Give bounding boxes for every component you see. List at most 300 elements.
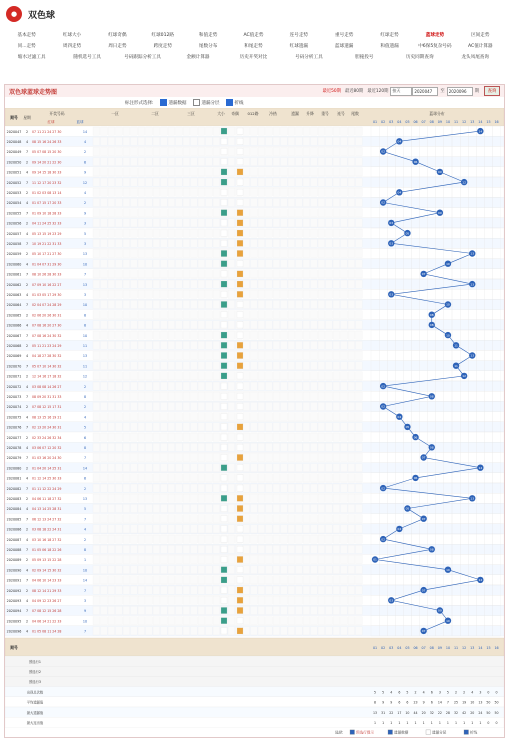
option-missing-data[interactable]	[160, 99, 187, 106]
weekday-cell: 2	[25, 344, 29, 348]
missing-cell	[251, 362, 258, 370]
missing-cell	[326, 229, 333, 237]
nav-menu	[0, 28, 507, 63]
missing-cell	[326, 168, 333, 176]
missing-cell	[258, 525, 265, 533]
size-indicator	[221, 342, 227, 348]
missing-cell	[138, 525, 145, 533]
missing-cell	[108, 239, 115, 247]
missing-cell	[356, 413, 363, 421]
missing-cell	[273, 617, 280, 625]
missing-cell	[176, 545, 183, 553]
missing-cell	[161, 576, 168, 584]
missing-cell	[123, 229, 130, 237]
weekday-cell: 4	[25, 629, 29, 634]
red-numbers-cell: 04 11 24 25 32 33	[32, 221, 62, 226]
missing-cell	[341, 453, 348, 461]
size-indicator	[221, 577, 227, 583]
nav-item[interactable]: 跨度走势	[153, 44, 172, 49]
missing-cell	[123, 484, 130, 492]
missing-cell	[273, 209, 280, 217]
weekday-cell: 4	[25, 446, 29, 450]
missing-cell	[153, 617, 160, 625]
missing-cell	[183, 219, 190, 227]
missing-cell	[243, 127, 250, 135]
missing-cell	[243, 260, 250, 268]
missing-cell	[303, 382, 310, 390]
stats-value: 8	[374, 700, 377, 705]
missing-cell	[168, 311, 175, 319]
footer-blue-number: 16	[494, 646, 499, 650]
missing-cell	[273, 596, 280, 604]
missing-cell	[131, 627, 138, 635]
red-numbers-cell: 01 05 08 11 24 28	[32, 629, 62, 634]
missing-cell	[311, 331, 318, 339]
missing-cell	[348, 260, 355, 268]
missing-cell	[326, 372, 333, 380]
nav-item[interactable]: 龙头凤尾查询	[461, 55, 489, 60]
missing-cell	[213, 596, 220, 604]
missing-cell	[251, 290, 258, 298]
missing-cell	[311, 239, 318, 247]
nav-item[interactable]: 红球大小	[62, 33, 82, 38]
missing-cell	[318, 249, 325, 257]
missing-cell	[251, 453, 258, 461]
missing-cell	[356, 188, 363, 196]
missing-cell	[311, 464, 318, 472]
missing-cell	[108, 484, 115, 492]
missing-cell	[131, 198, 138, 206]
blue-ball-label: 08	[429, 394, 434, 399]
missing-cell	[326, 525, 333, 533]
missing-cell	[348, 290, 355, 298]
missing-cell	[281, 382, 288, 390]
missing-cell	[213, 270, 220, 278]
missing-cell	[146, 423, 153, 431]
missing-cell	[303, 188, 310, 196]
missing-cell	[101, 515, 108, 523]
nav-item[interactable]: 中6保5复杂号码	[418, 44, 452, 49]
missing-cell	[326, 535, 333, 543]
size-indicator	[221, 281, 227, 287]
nav-item[interactable]: 和值遗漏	[380, 44, 399, 49]
nav-item[interactable]: 金额计算器	[186, 55, 210, 60]
missing-cell	[303, 137, 310, 145]
nav-item[interactable]: 和尾走势	[244, 44, 263, 49]
lottery-logo-icon: ●	[6, 6, 22, 22]
missing-cell	[191, 351, 198, 359]
missing-cell	[123, 147, 130, 155]
missing-cell	[161, 566, 168, 574]
missing-cell	[131, 341, 138, 349]
missing-cell	[131, 300, 138, 308]
missing-cell	[191, 423, 198, 431]
header-blue-number: 09	[437, 120, 442, 124]
option-missing-layer[interactable]	[193, 99, 220, 106]
stats-value: 1	[422, 721, 425, 725]
missing-cell	[116, 311, 123, 319]
parity-indicator	[237, 454, 243, 460]
missing-cell	[206, 566, 213, 574]
missing-cell	[281, 504, 288, 512]
missing-cell	[281, 423, 288, 431]
nav-item[interactable]: 周日走势	[108, 44, 127, 49]
missing-cell	[153, 535, 160, 543]
missing-cell	[168, 270, 175, 278]
missing-cell	[326, 362, 333, 370]
missing-cell	[168, 494, 175, 502]
missing-cell	[183, 311, 190, 319]
missing-cell	[93, 596, 100, 604]
footer-blue-number: 04	[397, 646, 402, 650]
size-indicator	[221, 505, 227, 511]
nav-item[interactable]: 胆拖投号	[355, 55, 374, 60]
blue-ball-label: 10	[446, 302, 450, 307]
red-numbers-cell: 03 08 18 22 24 31	[32, 527, 62, 532]
missing-cell	[176, 311, 183, 319]
blue-ball-label: 05	[405, 506, 410, 511]
missing-cell	[356, 219, 363, 227]
red-numbers-cell: 01 11 12 22 24 29	[32, 486, 62, 491]
nav-item[interactable]: 蓝球走势	[425, 33, 445, 38]
nav-item[interactable]: AC值走势	[243, 33, 264, 38]
missing-cell	[281, 525, 288, 533]
missing-cell	[318, 453, 325, 461]
missing-cell	[296, 127, 303, 135]
missing-cell	[341, 464, 348, 472]
missing-cell	[266, 321, 273, 329]
missing-cell	[356, 535, 363, 543]
missing-cell	[288, 209, 295, 217]
missing-cell	[333, 382, 340, 390]
missing-cell	[101, 372, 108, 380]
missing-cell	[183, 331, 190, 339]
blue-ball-label: 14	[478, 465, 483, 470]
missing-cell	[281, 413, 288, 421]
nav-item[interactable]: 红球走势	[380, 33, 399, 38]
missing-cell	[108, 209, 115, 217]
nav-item[interactable]: 历史同期查询	[405, 55, 434, 60]
nav-item[interactable]: 缩水过滤工具	[17, 55, 46, 60]
missing-cell	[168, 515, 175, 523]
missing-cell	[341, 362, 348, 370]
issue-cell: 2020049	[6, 150, 22, 155]
missing-cell	[326, 158, 333, 166]
from-issue-input[interactable]: 2020047	[412, 87, 438, 96]
missing-cell	[183, 586, 190, 594]
nav-item[interactable]: 号码分析工具	[295, 55, 323, 60]
footer-blue-number: 06	[413, 646, 418, 650]
nav-row	[4, 41, 503, 52]
missing-cell	[341, 341, 348, 349]
nav-item[interactable]: 红球奇偶	[108, 33, 127, 38]
nav-item[interactable]: AC值计算器	[467, 44, 493, 49]
missing-cell	[273, 586, 280, 594]
nav-item[interactable]: 区间走势	[471, 33, 490, 38]
nav-item[interactable]: 和值走势	[198, 33, 218, 38]
missing-cell	[243, 423, 250, 431]
missing-cell	[93, 372, 100, 380]
missing-cell	[123, 576, 130, 584]
missing-cell	[93, 402, 100, 410]
nav-item[interactable]: 连号走势	[289, 33, 309, 38]
missing-cell	[138, 270, 145, 278]
missing-cell	[131, 239, 138, 247]
missing-cell	[288, 249, 295, 257]
missing-cell	[131, 147, 138, 155]
missing-cell	[251, 127, 258, 135]
missing-cell	[138, 158, 145, 166]
missing-cell	[116, 545, 123, 553]
missing-cell	[168, 290, 175, 298]
missing-cell	[146, 464, 153, 472]
nav-item[interactable]: 号码跟踪分析工具	[124, 55, 161, 60]
missing-cell	[131, 249, 138, 257]
missing-cell	[281, 209, 288, 217]
missing-cell	[176, 494, 183, 502]
nav-item[interactable]: 基本走势	[17, 33, 36, 38]
red-numbers-cell: 05 10 17 21 27 30	[32, 252, 62, 257]
red-numbers-cell: 03 10 16 18 27 32	[32, 537, 62, 542]
missing-cell	[311, 280, 318, 288]
missing-cell	[341, 178, 348, 186]
missing-cell	[206, 127, 213, 135]
stats-value: 6	[406, 700, 409, 705]
header-group: 冷热	[269, 111, 277, 116]
missing-cell	[333, 555, 340, 563]
missing-cell	[296, 372, 303, 380]
header-blue-number: 01	[372, 120, 378, 124]
missing-cell	[228, 453, 235, 461]
issue-cell: 2020047	[6, 129, 22, 134]
missing-cell	[153, 362, 160, 370]
missing-cell	[146, 219, 153, 227]
missing-cell	[168, 576, 175, 584]
missing-cell	[153, 229, 160, 237]
missing-cell	[311, 249, 318, 257]
issue-cell: 2020087	[6, 537, 22, 542]
missing-cell	[326, 280, 333, 288]
missing-cell	[206, 617, 213, 625]
missing-cell	[123, 606, 130, 614]
missing-cell	[213, 453, 220, 461]
range-select[interactable]	[390, 87, 412, 96]
missing-cell	[138, 229, 145, 237]
missing-cell	[183, 290, 190, 298]
missing-cell	[93, 606, 100, 614]
weekday-cell: 4	[25, 201, 29, 206]
missing-cell	[138, 566, 145, 574]
size-indicator	[221, 567, 227, 573]
stats-value: 9	[382, 700, 385, 705]
blue-number-cell: 12	[82, 180, 88, 185]
missing-cell	[258, 474, 265, 482]
nav-item[interactable]: 红球遗漏	[289, 44, 309, 49]
missing-cell	[183, 494, 190, 502]
missing-cell	[288, 178, 295, 186]
missing-cell	[138, 576, 145, 584]
header-blue-number: 02	[381, 120, 386, 124]
missing-cell	[116, 158, 123, 166]
missing-cell	[318, 606, 325, 614]
missing-cell	[296, 453, 303, 461]
missing-cell	[198, 525, 205, 533]
missing-cell	[318, 617, 325, 625]
missing-cell	[191, 504, 198, 512]
missing-cell	[183, 158, 190, 166]
missing-cell	[183, 351, 190, 359]
missing-cell	[318, 351, 325, 359]
checkbox-icon[interactable]	[226, 99, 233, 106]
missing-cell	[146, 606, 153, 614]
header-group: 二区	[151, 111, 159, 116]
missing-cell	[311, 545, 318, 553]
blue-ball-label: 10	[446, 261, 450, 266]
missing-cell	[93, 300, 100, 308]
missing-cell	[318, 137, 325, 145]
missing-cell	[116, 127, 123, 135]
nav-item[interactable]: 尾数分布	[198, 44, 218, 49]
missing-cell	[341, 372, 348, 380]
options-label: 标注形式选择:	[125, 100, 154, 106]
missing-cell	[258, 515, 265, 523]
missing-cell	[296, 331, 303, 339]
missing-cell	[123, 443, 130, 451]
missing-cell	[168, 188, 175, 196]
missing-cell	[341, 392, 348, 400]
missing-cell	[296, 219, 303, 227]
nav-item[interactable]: 历史开奖对比	[239, 55, 268, 60]
missing-cell	[318, 443, 325, 451]
recent-80-link[interactable]: 最近80期	[344, 89, 364, 94]
missing-cell	[108, 413, 115, 421]
parity-indicator	[237, 220, 243, 226]
missing-cell	[311, 423, 318, 431]
header-blue-number: 14	[478, 120, 483, 124]
missing-cell	[228, 392, 235, 400]
missing-cell	[198, 474, 205, 482]
nav-item[interactable]: 红球012路	[151, 33, 175, 38]
weekday-cell: 4	[25, 537, 29, 542]
missing-cell	[288, 300, 295, 308]
missing-cell	[176, 290, 183, 298]
range-select-value: 按天	[392, 88, 401, 93]
missing-cell	[198, 260, 205, 268]
issue-cell: 2020051	[6, 170, 22, 175]
header-group: 奇偶	[231, 111, 239, 116]
missing-cell	[138, 453, 145, 461]
blue-number-cell: 2	[83, 486, 87, 491]
missing-cell	[311, 311, 318, 319]
query-button[interactable]: 查询	[484, 86, 500, 96]
missing-cell	[266, 198, 273, 206]
size-indicator	[221, 628, 227, 634]
missing-cell	[138, 586, 145, 594]
missing-cell	[153, 209, 160, 217]
blue-number-cell: 9	[83, 211, 87, 216]
header-blue-number: 05	[405, 120, 410, 124]
parity-indicator	[237, 250, 243, 256]
recent-50-link[interactable]: 最近50期	[322, 89, 341, 94]
missing-cell	[206, 606, 213, 614]
missing-cell	[153, 260, 160, 268]
missing-cell	[303, 280, 310, 288]
missing-cell	[123, 617, 130, 625]
missing-cell	[131, 260, 138, 268]
missing-cell	[161, 209, 168, 217]
missing-cell	[341, 525, 348, 533]
size-indicator	[221, 240, 227, 246]
stats-value: 0	[487, 690, 490, 695]
missing-cell	[356, 433, 363, 441]
missing-cell	[183, 341, 190, 349]
missing-cell	[281, 198, 288, 206]
size-indicator	[221, 291, 227, 297]
red-numbers-cell: 02 13 20 24 30 31	[32, 425, 62, 430]
blue-ball-label: 03	[389, 241, 394, 246]
missing-cell	[288, 494, 295, 502]
missing-cell	[161, 158, 168, 166]
missing-cell	[251, 260, 258, 268]
missing-cell	[93, 464, 100, 472]
missing-cell	[288, 423, 295, 431]
missing-cell	[296, 535, 303, 543]
nav-item[interactable]: 同...走势	[17, 44, 36, 49]
missing-cell	[348, 198, 355, 206]
missing-cell	[266, 535, 273, 543]
recent-120-link[interactable]: 最近120期	[367, 89, 389, 94]
stats-value: 5	[382, 690, 385, 695]
missing-cell	[273, 341, 280, 349]
missing-cell	[176, 433, 183, 441]
checkbox-icon[interactable]	[193, 99, 200, 106]
checkbox-icon[interactable]	[160, 99, 167, 106]
missing-cell	[183, 229, 190, 237]
missing-cell	[183, 280, 190, 288]
missing-cell	[311, 453, 318, 461]
issue-cell: 2020081	[6, 476, 22, 481]
missing-cell	[356, 453, 363, 461]
to-issue-input[interactable]: 2020096	[447, 87, 473, 96]
missing-cell	[168, 433, 175, 441]
missing-cell	[318, 280, 325, 288]
nav-item[interactable]: 随机选号工具	[73, 55, 101, 60]
missing-cell	[213, 402, 220, 410]
stats-value: 1	[479, 721, 482, 725]
option-polyline[interactable]	[226, 99, 244, 106]
red-numbers-cell: 01 04 20 14 25 31	[32, 466, 62, 471]
nav-item[interactable]: 重号走势	[335, 33, 354, 38]
nav-item[interactable]: 周四走势	[62, 44, 82, 49]
header-group: 重号	[321, 111, 329, 116]
missing-cell	[138, 137, 145, 145]
missing-cell	[108, 515, 115, 523]
missing-cell	[303, 168, 310, 176]
app-title: 双色球	[28, 10, 56, 21]
missing-cell	[356, 198, 363, 206]
weekday-cell: 2	[25, 497, 29, 501]
red-numbers-cell: 09 14 15 18 30 33	[32, 170, 62, 175]
missing-cell	[273, 219, 280, 227]
missing-cell	[303, 413, 310, 421]
missing-cell	[93, 617, 100, 625]
nav-item[interactable]: 蓝球遗漏	[335, 44, 354, 49]
missing-cell	[341, 209, 348, 217]
missing-cell	[116, 494, 123, 502]
missing-cell	[273, 372, 280, 380]
missing-cell	[131, 362, 138, 370]
missing-cell	[318, 198, 325, 206]
